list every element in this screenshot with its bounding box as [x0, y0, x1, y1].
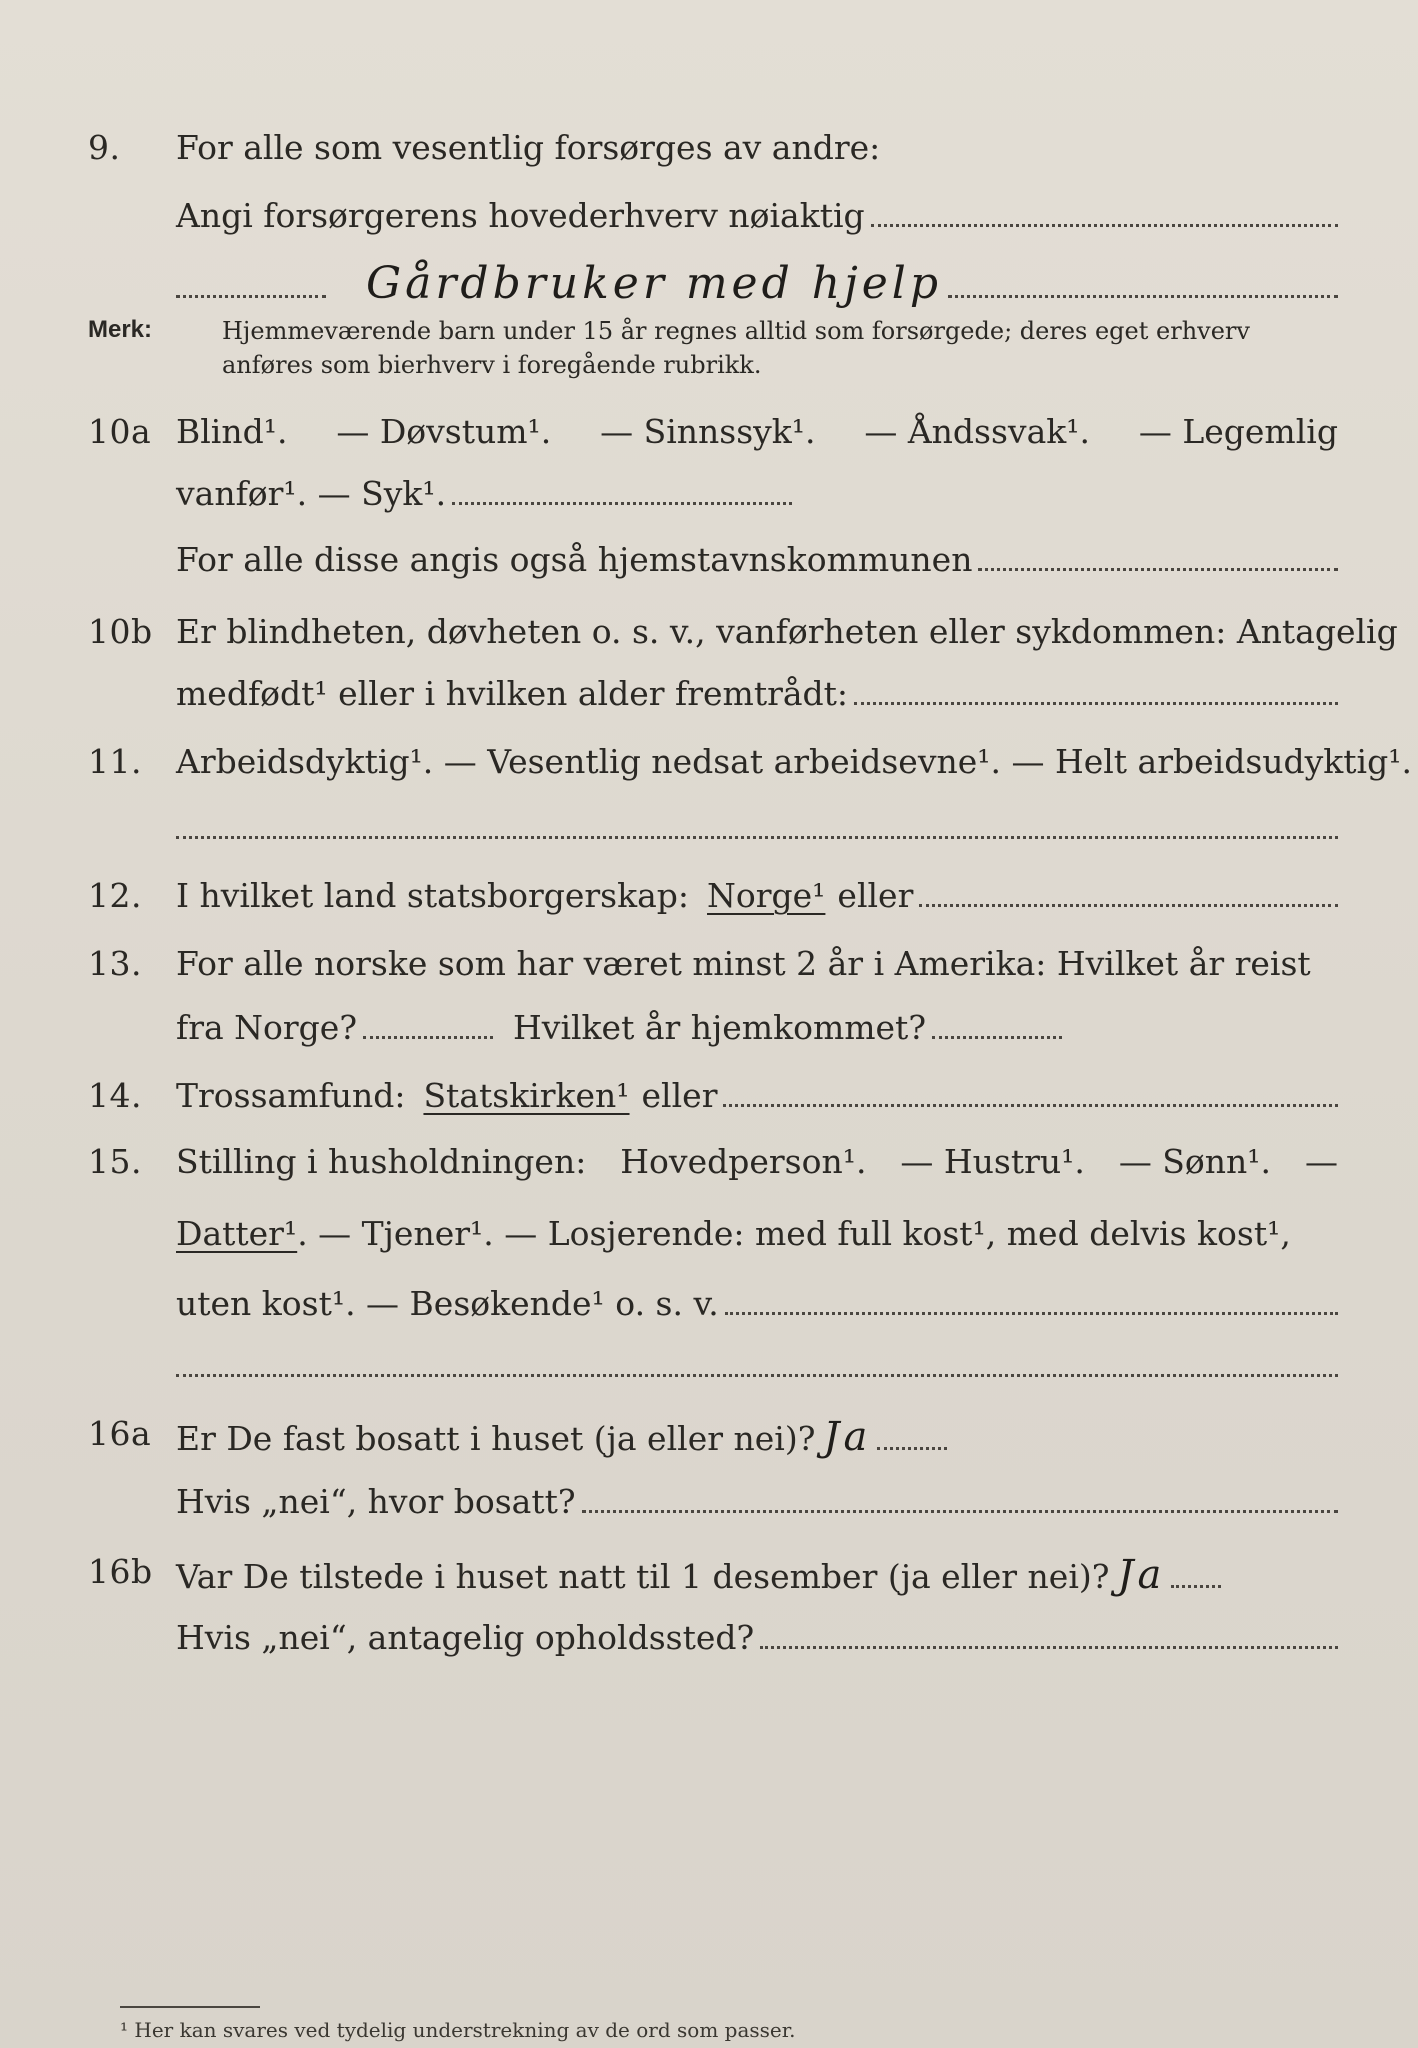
- q9-text2: Angi forsørgerens hovederhverv nøiaktig: [176, 196, 865, 235]
- q10a-legemlig: — Legemlig: [1138, 412, 1338, 451]
- q10a-dovstum: — Døvstum¹.: [336, 412, 552, 451]
- q9-text1: For alle som vesentlig forsørges av andre:: [176, 128, 881, 167]
- q16b-fill-line1: [1171, 1563, 1221, 1588]
- q13-text2a: fra Norge?: [176, 1008, 358, 1047]
- q10a-number: 10a: [88, 412, 152, 451]
- q16a-line1: [176, 1414, 1338, 1464]
- q14-number: 14.: [88, 1076, 142, 1115]
- q10a-blind: Blind¹.: [176, 412, 288, 451]
- q16b-text1: Var De tilstede i huset natt til 1 desember (ja eller nei)?: [176, 1557, 1110, 1596]
- q14-statskirken-underlined: Statskirken¹: [423, 1076, 630, 1115]
- merk-line1: Hjemmeværende barn under 15 år regnes alltid som forsørgede; deres eget erhverv: [222, 317, 1250, 345]
- q9-line2: [176, 196, 1338, 246]
- q12-prefix: I hvilket land statsborgerskap:: [176, 876, 690, 915]
- q12-suffix: eller: [837, 876, 914, 915]
- q16a-number: 16a: [88, 1414, 152, 1453]
- q15-hovedperson: Hovedperson¹.: [620, 1142, 867, 1181]
- q15-sonn: — Sønn¹.: [1118, 1142, 1272, 1181]
- q16b-fill-line2: [760, 1624, 1338, 1649]
- merk-line2: anføres som bierhverv i foregående rubrikk.: [222, 351, 762, 379]
- q10a-fill-line1: [452, 480, 792, 505]
- q16a-text1: Er De fast bosatt i huset (ja eller nei)?: [176, 1419, 816, 1458]
- footnote: ¹ Her kan svares ved tydelig understrekning av de ord som passer.: [120, 2018, 796, 2042]
- q13-fill-line2: [932, 1014, 1062, 1039]
- q11-number: 11.: [88, 742, 142, 781]
- q13-text1: For alle norske som har været minst 2 år i Amerika: Hvilket år reist: [176, 944, 1311, 983]
- q16b-line1: [176, 1552, 1338, 1602]
- q9-line1: [176, 128, 1338, 178]
- q15-line2-rest: . — Tjener¹. — Losjerende: med full kost¹, med delvis kost¹,: [297, 1214, 1291, 1253]
- q14-fill-line: [723, 1082, 1338, 1107]
- q16b-number: 16b: [88, 1552, 153, 1591]
- q16a-line2: [176, 1482, 1338, 1532]
- merk-note: [222, 314, 1342, 382]
- q9-fill-line: [871, 202, 1338, 227]
- q13-line2: [176, 1008, 1338, 1058]
- q10a-text2: vanfør¹. — Syk¹.: [176, 474, 447, 513]
- q10a-line3: [176, 540, 1338, 590]
- q10b-number: 10b: [88, 612, 153, 651]
- q15-text3: uten kost¹. — Besøkende¹ o. s. v.: [176, 1284, 719, 1323]
- q9-answer-lead: [176, 273, 326, 298]
- q15-fill-line2: [176, 1374, 1338, 1377]
- q16a-fill-line2: [582, 1488, 1338, 1513]
- q16a-handwritten-answer: Ja: [823, 1414, 872, 1460]
- q13-number: 13.: [88, 944, 142, 983]
- q14-line1: [176, 1076, 1338, 1126]
- q16b-text2: Hvis „nei“, antagelig opholdssted?: [176, 1618, 755, 1657]
- q15-fill-line1: [725, 1290, 1338, 1315]
- q14-suffix: eller: [641, 1076, 718, 1115]
- q16b-line2: [176, 1618, 1338, 1668]
- q10a-fill-line2: [978, 546, 1338, 571]
- q13-text2b: Hvilket år hjemkommet?: [513, 1008, 927, 1047]
- q15-hustru: — Hustru¹.: [900, 1142, 1085, 1181]
- q16a-text2: Hvis „nei“, hvor bosatt?: [176, 1482, 576, 1521]
- q15-datter-underlined: Datter¹: [176, 1214, 298, 1253]
- q11-text1: Arbeidsdyktig¹. — Vesentlig nedsat arbeidsevne¹. — Helt arbeidsudyktig¹.: [176, 742, 1412, 781]
- q13-fill-line1: [363, 1014, 493, 1039]
- footnote-rule: [120, 2006, 260, 2008]
- q12-line1: [176, 876, 1338, 926]
- q11-line1: [176, 742, 1412, 792]
- q15-line3: [176, 1284, 1338, 1334]
- q9-answer-trail: [948, 273, 1338, 298]
- q10a-line2: [176, 474, 1338, 524]
- q15-line2: [176, 1214, 1338, 1264]
- q11-fill-line: [176, 836, 1338, 839]
- q16b-handwritten-answer: Ja: [1117, 1552, 1166, 1598]
- q10b-line2: [176, 674, 1338, 724]
- q14-prefix: Trossamfund:: [176, 1076, 406, 1115]
- q10a-sinnssyk: — Sinnssyk¹.: [600, 412, 816, 451]
- q13-line1: [176, 944, 1338, 994]
- q12-norge-underlined: Norge¹: [707, 876, 826, 915]
- q16a-fill-line1: [877, 1425, 947, 1450]
- q10a-text3: For alle disse angis også hjemstavnskommunen: [176, 540, 973, 579]
- q15-dash: —: [1304, 1142, 1338, 1181]
- q12-number: 12.: [88, 876, 142, 915]
- q10a-line1: [176, 412, 1338, 462]
- q9-handwritten-answer: Gårdbruker med hjelp: [366, 258, 943, 309]
- q10b-line1: [176, 612, 1398, 662]
- q15-stilling: Stilling i husholdningen:: [176, 1142, 587, 1181]
- q12-fill-line: [919, 882, 1338, 907]
- q9-answer-line: [176, 258, 1338, 308]
- merk-label: Merk:: [88, 316, 153, 343]
- q10b-text1: Er blindheten, døvheten o. s. v., vanførheten eller sykdommen: Antagelig: [176, 612, 1398, 651]
- q9-number: 9.: [88, 128, 121, 167]
- q15-number: 15.: [88, 1142, 142, 1181]
- q10a-andssvak: — Åndssvak¹.: [864, 412, 1090, 451]
- q15-line1: [176, 1142, 1338, 1192]
- q10b-fill-line: [854, 680, 1338, 705]
- q10b-text2: medfødt¹ eller i hvilken alder fremtrådt:: [176, 674, 849, 713]
